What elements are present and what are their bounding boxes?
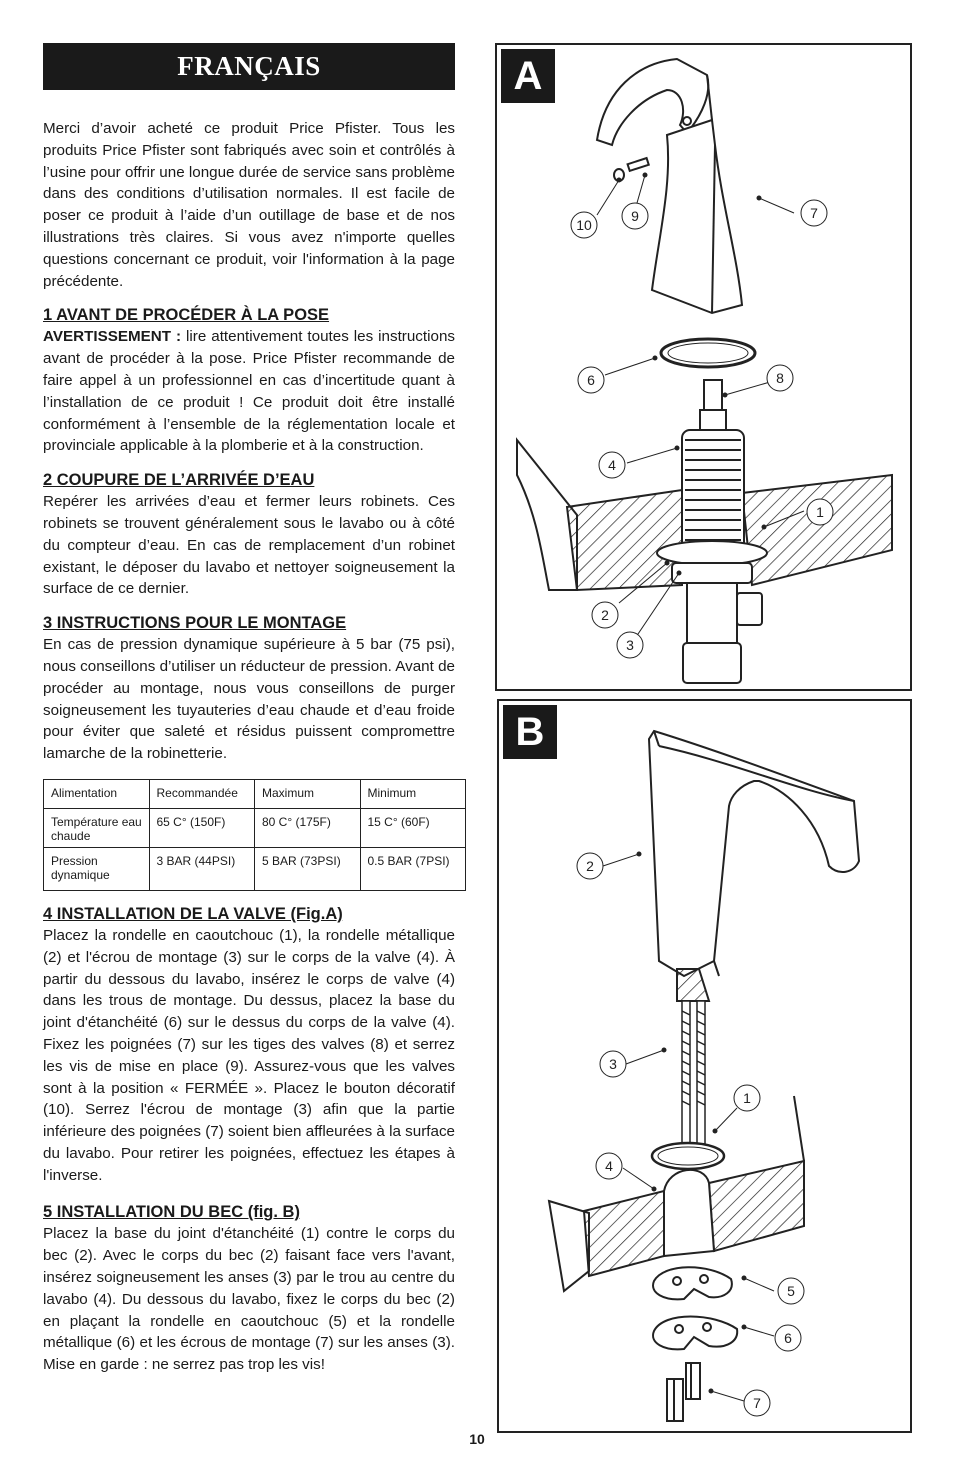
figure-a-drawing (497, 45, 910, 689)
callout (578, 367, 604, 393)
figure-a (495, 43, 912, 691)
table-cell: 3 BAR (44PSI) (149, 847, 255, 890)
section-1-body (43, 326, 455, 457)
callout (577, 853, 603, 879)
section-1-title: 1 AVANT DE PROCÉDER À LA POSE (43, 306, 330, 325)
table-cell: Pression dynamique (44, 847, 150, 890)
table-cell: 0.5 BAR (7PSI) (360, 847, 466, 890)
svg-text:10: 10 (576, 217, 592, 233)
page-number: 10 (469, 1431, 485, 1447)
callout (596, 1153, 622, 1179)
figure-a-label: A (501, 49, 555, 103)
svg-text:6: 6 (587, 372, 595, 388)
table-cell: 65 C° (150F) (149, 808, 255, 847)
svg-text:1: 1 (816, 504, 824, 520)
table-header: Recommandée (149, 779, 255, 808)
callout (734, 1085, 760, 1111)
svg-text:4: 4 (608, 457, 616, 473)
intro-paragraph: Merci d’avoir acheté ce produit Price Pfister. Tous les produits Price Pfister sont fabriqués avec soin et contrôlés à l’usine pour offrir une longue durée de service sans problème dans des conditions d’utilisation normales. Il est facile de poser ce produit à l’aide d’un outillage de base et de nos illustrations très claires. Si vous avez n'importe quelles questions concernant ce produit, voir l'information à la page précédente. (43, 120, 455, 290)
table-cell: 5 BAR (73PSI) (255, 847, 361, 890)
table-header: Minimum (360, 779, 466, 808)
callout (744, 1390, 770, 1416)
figure-b (497, 699, 912, 1433)
table-header: Alimentation (44, 779, 150, 808)
svg-text:3: 3 (626, 637, 634, 653)
svg-text:1: 1 (743, 1090, 751, 1106)
section-2-body: Repérer les arrivées d’eau et fermer leurs robinets. Ces robinets se trouvent généralement sous le lavabo ou à côté du compteur d’eau. En cas de remplacement d’un robinet existant, le déposer du lavabo et nettoyer soigneusement la surface de ce dernier. (43, 493, 455, 598)
language-banner: FRANÇAIS (43, 43, 455, 90)
threaded-rods-drawing (682, 1001, 705, 1161)
callout (599, 452, 625, 478)
svg-text:8: 8 (776, 370, 784, 386)
warning-label: AVERTISSEMENT : (43, 328, 182, 346)
callout (778, 1278, 804, 1304)
nuts-drawing (667, 1363, 700, 1421)
svg-text:5: 5 (787, 1283, 795, 1299)
callout (801, 200, 827, 226)
table-header-row (44, 779, 466, 808)
svg-text:3: 3 (609, 1056, 617, 1072)
svg-text:2: 2 (601, 607, 609, 623)
svg-text:7: 7 (753, 1395, 761, 1411)
table-header: Maximum (255, 779, 361, 808)
spec-table (43, 779, 466, 891)
handle-drawing (597, 59, 742, 313)
callout (767, 365, 793, 391)
section-4-title: 4 INSTALLATION DE LA VALVE (Fig.A) (43, 904, 343, 923)
callout (592, 602, 618, 628)
table-row (44, 847, 466, 890)
section-5-body: Placez la base du joint d'étanchéité (1) contre le corps du bec (2). Avec le corps du bec (2) faisant face vers l'avant, insérez soigneusement les anses (3) par le trou au centre du lavabo (4). Du dessous du lavabo, fixez le corps du bec (2) en plaçant la rondelle en caoutchouc (5) et la rondelle métallique (6) et les écrous de montage (7) sur les anses (3). Mise en garde : ne serrez pas trop les vis! (43, 1225, 455, 1374)
table-cell: 80 C° (175F) (255, 808, 361, 847)
section-2-title: 2 COUPURE DE L’ARRIVÉE D’EAU (43, 471, 315, 490)
table-cell: Température eau chaude (44, 808, 150, 847)
callout (622, 203, 648, 229)
svg-text:9: 9 (631, 208, 639, 224)
washers-drawing (653, 1267, 737, 1349)
text-column (43, 43, 455, 1376)
svg-text:4: 4 (605, 1158, 613, 1174)
table-row (44, 808, 466, 847)
section-3-body: En cas de pression dynamique supérieure à 5 bar (75 psi), nous conseillons d’utiliser un réducteur de pression. Avant de procéder au montage, nous vous conseillons de purger soigneusement les tuyauteries d’eau chaude et d’eau froide pour éviter que saleté et résidus puissent compromettre lamarche de la robinetterie. (43, 636, 455, 763)
svg-text:6: 6 (784, 1330, 792, 1346)
svg-text:7: 7 (810, 205, 818, 221)
section-4-body: Placez la rondelle en caoutchouc (1), la rondelle métallique (2) et l'écrou de montage (3) sur le corps de la valve (4). À partir du dessous du lavabo, insérez le corps de valve (4) dans les trous de montage. Du dessus, placez la base du joint d'étanchéité (6) sur le dessus du corps de la valve (4). Fixez les poignées (7) sur les tiges des valves (8) et serrez les vis de mise en place (9). Assurez-vous que les valves sont à la position « FERMÉE ». Placez le bouton décoratif (10). Serrez l'écrou de montage (3) afin que la partie inférieure des poignées (7) soient bien affleurées à la surface du lavabo. Pour retirer les poignées, effectuez les étapes à l'inverse. (43, 926, 455, 1184)
spout-drawing (649, 731, 859, 1001)
callout (571, 212, 597, 238)
callout (775, 1325, 801, 1351)
callout (807, 499, 833, 525)
callout (600, 1051, 626, 1077)
section-5-title: 5 INSTALLATION DU BEC (fig. B) (43, 1203, 300, 1222)
svg-text:2: 2 (586, 858, 594, 874)
table-cell: 15 C° (60F) (360, 808, 466, 847)
callout (617, 632, 643, 658)
figure-b-drawing (499, 701, 910, 1431)
section-3-title: 3 INSTRUCTIONS POUR LE MONTAGE (43, 614, 347, 633)
figure-b-label: B (503, 705, 557, 759)
warning-text: lire attentivement toutes les instructions avant de procéder à la pose. Price Pfister recommande de faire appel à un professionnel en cas d’incertitude quant à l’installation de ce produit ! Ce produit doit être installé conformément à l’ensemble de la réglementation locale et provinciale applicable à la plomberie et à la construction. (43, 328, 455, 455)
